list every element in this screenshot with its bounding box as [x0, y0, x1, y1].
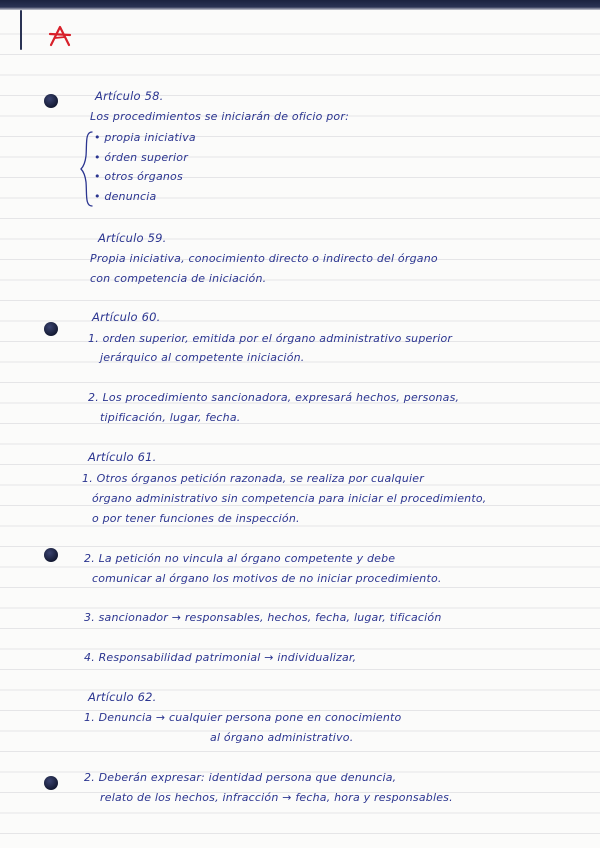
article-58-line-1: Los procedimientos se iniciarán de oficio por: [90, 110, 349, 123]
article-61-line-1: 1. Otros órganos petición razonada, se realiza por cualquier [82, 472, 424, 485]
article-61-line-7: 4. Responsabilidad patrimonial → individualizar, [84, 651, 357, 664]
article-60-line-2: jerárquico al competente iniciación. [100, 351, 305, 364]
article-62-line-1: 1. Denuncia → cualquier persona pone en conocimiento [84, 711, 402, 724]
article-62-line-3: 2. Deberán expresar: identidad persona que denuncia, [84, 771, 397, 784]
article-61-line-5: comunicar al órgano los motivos de no iniciar procedimiento. [92, 572, 442, 585]
binder-hole-icon [44, 776, 58, 790]
article-59-heading: Artículo 59. [98, 231, 167, 245]
article-58-line-3: • órden superior [94, 151, 188, 164]
curly-brace-mark [80, 130, 94, 208]
article-58-line-4: • otros órganos [94, 170, 183, 183]
article-58-line-2: • propia iniciativa [94, 131, 196, 144]
article-60-line-4: tipificación, lugar, fecha. [100, 411, 241, 424]
article-59-line-1: Propia iniciativa, conocimiento directo o indirecto del órgano [90, 252, 438, 265]
article-60-line-3: 2. Los procedimiento sancionadora, expresará hechos, personas, [88, 391, 460, 404]
article-62-line-2: al órgano administrativo. [210, 731, 354, 744]
article-58-heading: Artículo 58. [95, 89, 164, 103]
binder-hole-icon [44, 94, 58, 108]
article-62-line-4: relato de los hechos, infracción → fecha, hora y responsables. [100, 791, 453, 804]
binder-hole-icon [44, 322, 58, 336]
article-61-line-6: 3. sancionador → responsables, hechos, fecha, lugar, tificación [84, 611, 442, 624]
article-61-line-4: 2. La petición no vincula al órgano competente y debe [84, 552, 396, 565]
article-62-heading: Artículo 62. [88, 690, 157, 704]
article-60-heading: Artículo 60. [92, 310, 161, 324]
article-58-line-5: • denuncia [94, 190, 157, 203]
red-star-icon [48, 24, 72, 48]
binder-hole-icon [44, 548, 58, 562]
article-59-line-2: con competencia de iniciación. [90, 272, 267, 285]
article-61-heading: Artículo 61. [88, 450, 157, 464]
article-61-line-2: órgano administrativo sin competencia para iniciar el procedimiento, [92, 492, 487, 505]
notebook-top-band [0, 0, 600, 10]
article-60-line-1: 1. orden superior, emitida por el órgano administrativo superior [88, 332, 453, 345]
article-61-line-3: o por tener funciones de inspección. [92, 512, 300, 525]
margin-line [20, 10, 22, 50]
